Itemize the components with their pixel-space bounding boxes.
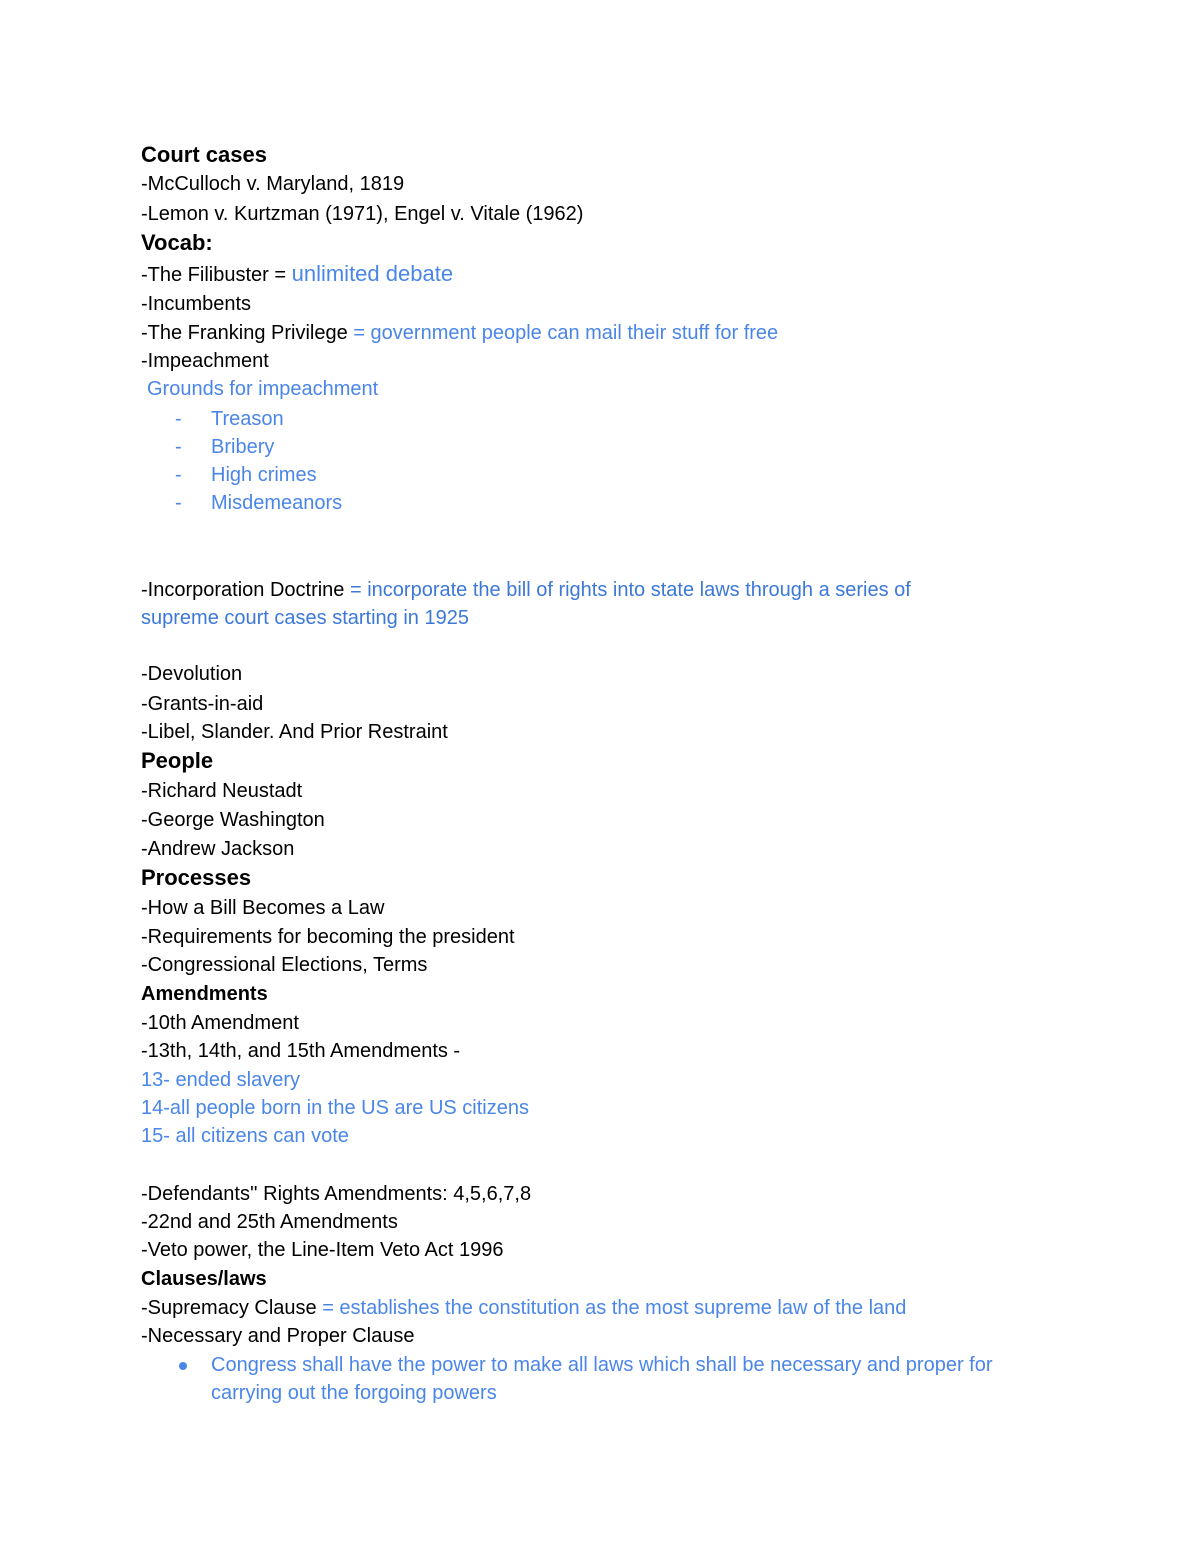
processes-heading: Processes [141, 865, 252, 890]
vocab-item: -Libel, Slander. And Prior Restraint [141, 721, 448, 743]
clause-definition: = establishes the constitution as the most supreme law of the land [322, 1297, 907, 1319]
grounds-item: High crimes [211, 464, 317, 486]
vocab-item: -Incumbents [141, 293, 252, 315]
vocab-item: -Grants-in-aid [141, 693, 264, 715]
clause-note-cont: carrying out the forgoing powers [211, 1382, 497, 1404]
vocab-item: -Devolution [141, 663, 243, 685]
amendment-item: -Veto power, the Line-Item Veto Act 1996 [141, 1239, 504, 1261]
court-case-item: -McCulloch v. Maryland, 1819 [141, 173, 405, 195]
grounds-label: Grounds for impeachment [147, 378, 379, 400]
amendments-heading: Amendments [141, 983, 268, 1005]
grounds-item: Misdemeanors [211, 492, 343, 514]
court-case-item: -Lemon v. Kurtzman (1971), Engel v. Vitale (1962) [141, 203, 584, 225]
vocab-definition: = government people can mail their stuff for free [353, 322, 779, 344]
bullet-icon [179, 1362, 187, 1370]
vocab-term: -The Filibuster = [141, 264, 292, 286]
grounds-item: Treason [211, 408, 284, 430]
people-item: -Andrew Jackson [141, 838, 295, 860]
clause-supremacy [141, 1294, 906, 1322]
vocab-definition: = incorporate the bill of rights into state laws through a series of [349, 579, 911, 601]
vocab-incorporation [141, 576, 911, 604]
vocab-franking [141, 319, 778, 347]
clause-item: -Necessary and Proper Clause [141, 1325, 415, 1347]
court-cases-heading: Court cases [141, 142, 267, 167]
process-item: -Congressional Elections, Terms [141, 954, 428, 976]
people-heading: People [141, 748, 214, 773]
process-item: -Requirements for becoming the president [141, 926, 515, 948]
grounds-item: Bribery [211, 436, 275, 458]
clause-term: -Supremacy Clause [141, 1297, 323, 1319]
vocab-term: -Incorporation Doctrine [141, 579, 350, 601]
people-item: -Richard Neustadt [141, 780, 303, 802]
amendment-item: -22nd and 25th Amendments [141, 1211, 398, 1233]
list-dash: - [175, 436, 182, 458]
amendment-item: -13th, 14th, and 15th Amendments - [141, 1040, 461, 1062]
amendment-item: -Defendants'' Rights Amendments: 4,5,6,7,8 [141, 1183, 532, 1205]
amendment-note: 13- ended slavery [141, 1069, 300, 1091]
list-dash: - [175, 492, 182, 514]
vocab-definition-cont: supreme court cases starting in 1925 [141, 607, 469, 629]
people-item: -George Washington [141, 809, 325, 831]
clause-note: Congress shall have the power to make all laws which shall be necessary and proper for [211, 1354, 993, 1376]
amendment-note: 14-all people born in the US are US citizens [141, 1097, 529, 1119]
clauses-heading: Clauses/laws [141, 1268, 267, 1290]
vocab-item: -Impeachment [141, 350, 269, 372]
list-dash: - [175, 408, 182, 430]
vocab-filibuster [141, 260, 453, 289]
vocab-definition: unlimited debate [291, 261, 454, 286]
vocab-heading: Vocab: [141, 230, 213, 255]
amendment-item: -10th Amendment [141, 1012, 299, 1034]
process-item: -How a Bill Becomes a Law [141, 897, 385, 919]
vocab-term: -The Franking Privilege [141, 322, 354, 344]
list-dash: - [175, 464, 182, 486]
amendment-note: 15- all citizens can vote [141, 1125, 349, 1147]
